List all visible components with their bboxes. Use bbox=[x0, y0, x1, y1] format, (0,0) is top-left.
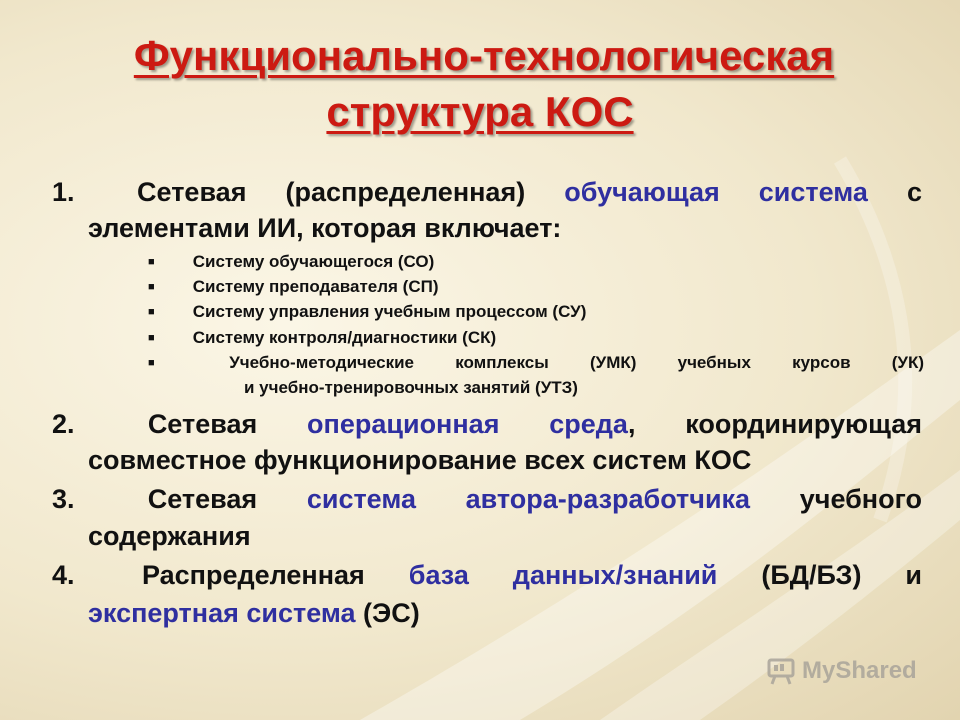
list-item-4-continuation bbox=[88, 595, 420, 631]
myshared-watermark bbox=[766, 656, 917, 686]
item-text: Сетевая bbox=[147, 484, 258, 514]
subitem-continuation: и учебно-тренировочных занятий (УТЗ) bbox=[244, 378, 578, 397]
item-highlight: система автора-разработчика bbox=[306, 484, 751, 514]
subitem: ■ Систему контроля/диагностики (СК) bbox=[148, 326, 924, 350]
item-highlight: операционная среда bbox=[307, 409, 628, 439]
slide-title-line1: Функционально-технологическая bbox=[133, 32, 835, 79]
list-item-3-continuation: содержания bbox=[88, 521, 251, 551]
square-bullet-icon: ■ bbox=[148, 306, 155, 318]
item-highlight: обучающая система bbox=[564, 177, 868, 207]
item-text: с bbox=[906, 177, 922, 207]
subitem: ■ Систему преподавателя (СП) bbox=[148, 275, 924, 299]
watermark-text: MyShared bbox=[802, 657, 917, 684]
subitem: ■ Систему обучающегося (СО) bbox=[148, 250, 924, 274]
item-text: (ЭС) bbox=[355, 598, 420, 628]
square-bullet-icon: ■ bbox=[148, 256, 155, 268]
item-number: 3. bbox=[52, 484, 75, 514]
list-item-2 bbox=[52, 406, 922, 442]
subitem: ■ Учебно-методические комплексы (УМК) учебных курсов (УК) bbox=[148, 351, 924, 375]
item-text: учебного bbox=[799, 484, 922, 514]
list-item-4 bbox=[52, 557, 922, 593]
square-bullet-icon: ■ bbox=[148, 357, 155, 369]
list-item-1 bbox=[52, 174, 922, 210]
square-bullet-icon: ■ bbox=[148, 332, 155, 344]
item-text: координирующая bbox=[685, 409, 922, 439]
slide-title-line2: структура КОС bbox=[326, 88, 634, 135]
item-text: Сетевая bbox=[147, 409, 258, 439]
list-item-2-continuation: совместное функционирование всех систем КОС bbox=[88, 445, 752, 475]
item-text: (распределенная) bbox=[285, 177, 526, 207]
item-highlight: экспертная система bbox=[88, 598, 356, 628]
presentation-board-icon bbox=[766, 656, 796, 686]
item-text: Распределенная bbox=[141, 560, 365, 590]
square-bullet-icon: ■ bbox=[148, 281, 155, 293]
item-number: 4. bbox=[52, 560, 75, 590]
list-item-3 bbox=[52, 481, 922, 517]
subitem: ■ Систему управления учебным процессом (СУ) bbox=[148, 300, 924, 324]
item-text: (БД/БЗ) и bbox=[761, 560, 922, 590]
item-text: Сетевая bbox=[137, 177, 247, 207]
item-highlight: база данных/знаний bbox=[408, 560, 718, 590]
list-item-1-continuation: элементами ИИ, которая включает: bbox=[88, 213, 562, 243]
item-number: 2. bbox=[52, 409, 75, 439]
item-number: 1. bbox=[52, 177, 75, 207]
item-text: , bbox=[627, 409, 636, 439]
